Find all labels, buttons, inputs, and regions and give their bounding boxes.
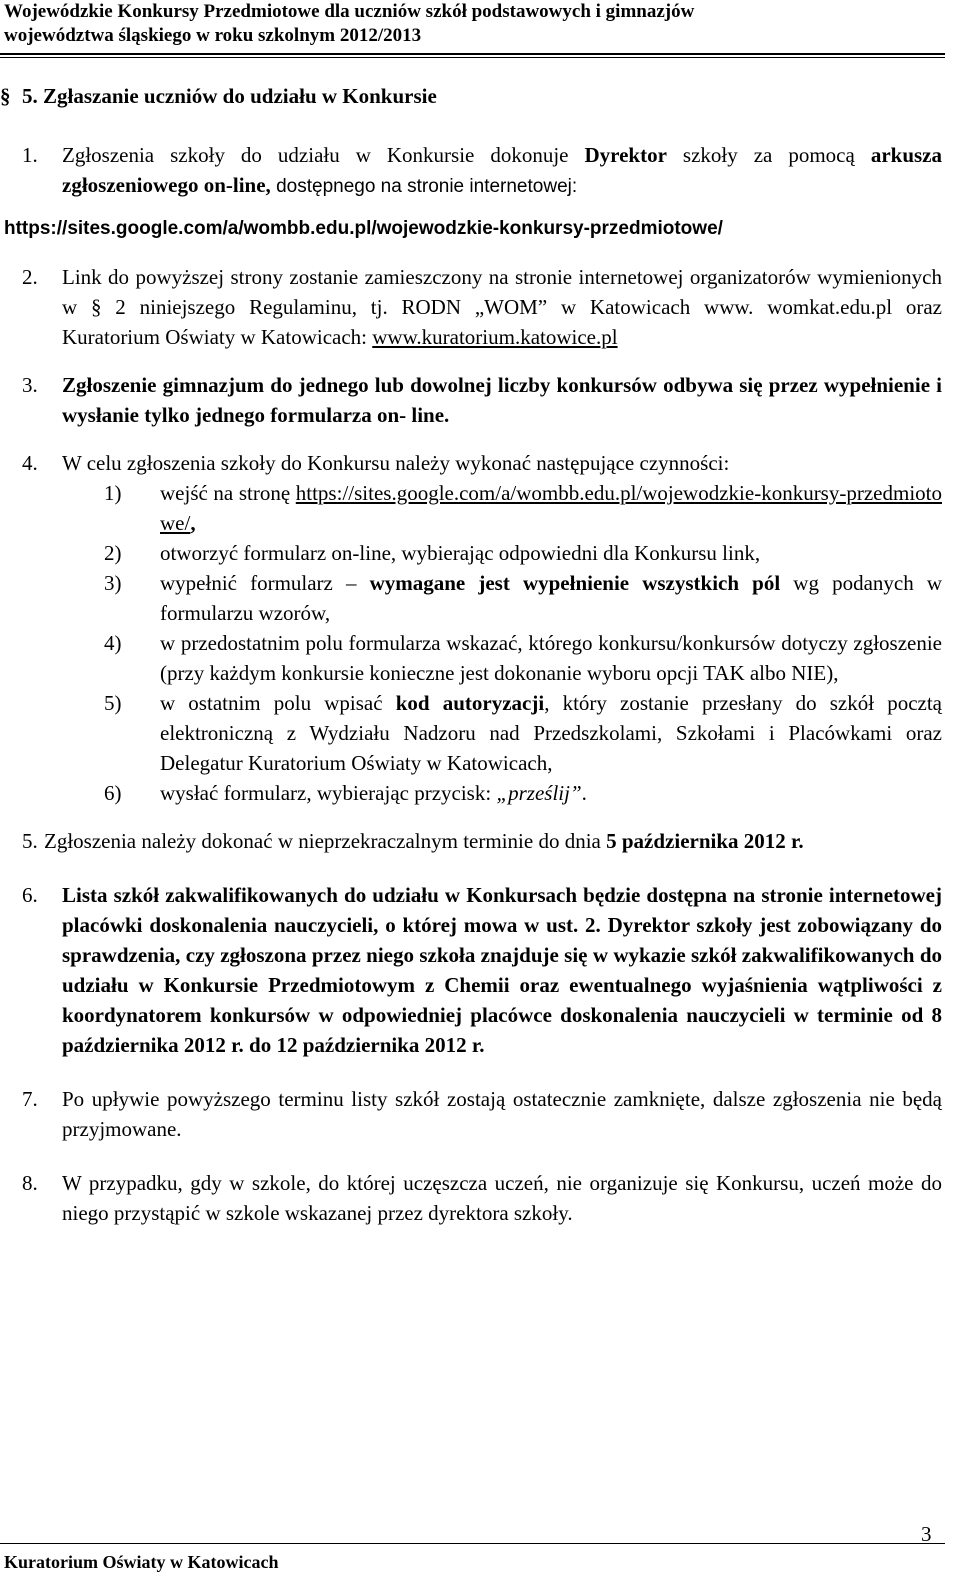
- list-item: [0, 262, 942, 352]
- section-heading: [0, 84, 437, 109]
- list-item: [0, 826, 942, 856]
- item-text: Po upływie powyższego terminu listy szkół zostają ostatecznie zamknięte, dalsze zgłoszenia nie będą przyjmowane.: [62, 1087, 942, 1141]
- item-number: 2.: [22, 265, 38, 289]
- sub-item-number: 4): [104, 631, 122, 655]
- footer-text: Kuratorium Oświaty w Katowicach: [4, 1552, 279, 1572]
- list-item: [0, 880, 942, 1060]
- sub-item: [0, 628, 942, 688]
- item-text: Zgłoszenia szkoły do udziału w Konkursie dokonuje: [62, 143, 585, 167]
- sub-item: [0, 568, 942, 628]
- list-item: [0, 370, 942, 430]
- sub-item-text: wg podanych w formularzu wzorów,: [160, 571, 942, 625]
- item-text: Zgłoszenia należy dokonać w nieprzekraczalnym terminie do dnia: [44, 829, 607, 853]
- sub-item-text: wypełnić formularz –: [160, 571, 370, 595]
- footer-rule: [0, 1543, 945, 1544]
- bold-text: Dyrektor: [584, 143, 667, 167]
- header-line-1: Wojewódzkie Konkursy Przedmiotowe dla uczniów szkół podstawowych i gimnazjów: [4, 1, 695, 22]
- item-number: 7.: [22, 1087, 38, 1111]
- registration-url[interactable]: https://sites.google.com/a/wombb.edu.pl/wojewodzkie-konkursy-przedmiotowe/: [4, 218, 723, 239]
- page-header: [4, 0, 944, 48]
- sub-item-number: 5): [104, 691, 122, 715]
- list-item: [0, 1168, 942, 1228]
- sub-item: [0, 778, 942, 808]
- list-item: [0, 1084, 942, 1144]
- header-rule-thin: [0, 57, 945, 58]
- item-text: dostępnego na stronie internetowej:: [270, 176, 578, 197]
- page-number: 3: [921, 1522, 932, 1546]
- sub-item: [0, 688, 942, 778]
- header-line-2: województwa śląskiego w roku szkolnym 2012/2013: [4, 25, 422, 46]
- item-number: 1.: [22, 143, 38, 167]
- italic-text: „prześlij”: [496, 781, 582, 805]
- bold-text: wymagane jest wypełnienie wszystkich pól: [369, 571, 781, 595]
- sub-item-text: otworzyć formularz on-line, wybierając odpowiedni dla Konkursu link,: [160, 541, 761, 565]
- item-number: 5.: [22, 829, 38, 853]
- item-text: W celu zgłoszenia szkoły do Konkursu należy wykonać następujące czynności:: [62, 451, 730, 475]
- section-title: 5. Zgłaszanie uczniów do udziału w Konkursie: [22, 84, 437, 108]
- sub-item-text: wysłać formularz, wybierając przycisk:: [160, 781, 497, 805]
- item-text: Link do powyższej strony zostanie zamieszczony na stronie internetowej organizatorów wymienionych w § 2 niniejszego Regulaminu, tj. RODN „WOM” w Katowicach www. womkat.edu.pl oraz Kuratorium Oświaty w Katowicach:: [62, 265, 942, 349]
- sub-item: [0, 478, 942, 538]
- sub-item-text: .: [581, 781, 587, 805]
- list-item: [0, 448, 942, 478]
- registration-link[interactable]: https://sites.google.com/a/wombb.edu.pl/wojewodzkie-konkursy-przedmiotowe/: [160, 481, 942, 535]
- bold-text: kod autoryzacji: [395, 691, 545, 715]
- item-number: 4.: [22, 451, 38, 475]
- list-item: [0, 140, 942, 202]
- sub-item: [0, 538, 942, 568]
- section-symbol: §: [0, 84, 11, 108]
- document-body: [0, 140, 942, 1228]
- bold-text: Lista szkół zakwalifikowanych do udziału w Konkursach będzie dostępna na stronie internetowej placówki doskonalenia nauczycieli, o której mowa w ust. 2. Dyrektor szkoły jest zobowiązany do sprawdzenia, czy zgłoszona przez niego szkoła znajduje się w wykazie szkół zakwalifikowanych do udziału w Konkursie Przedmiotowym z Chemii oraz ewentualnego wyjaśnienia wątpliwości z koordynatorem konkursów w odpowiedniej placówce doskonalenia nauczycieli w terminie od 8 października 2012 r. do 12 października 2012 r.: [62, 883, 942, 1057]
- bold-text: Zgłoszenie gimnazjum do jednego lub dowolnej liczby konkursów odbywa się przez wypełnienie i wysłanie tylko jednego formularza on- line.: [62, 373, 942, 427]
- header-rule: [0, 53, 945, 55]
- sub-item-number: 3): [104, 571, 122, 595]
- item-number: 8.: [22, 1171, 38, 1195]
- sub-item-number: 2): [104, 541, 122, 565]
- bold-text: 5 października 2012 r.: [606, 829, 804, 853]
- sub-item-number: 6): [104, 781, 122, 805]
- sub-item-text: w ostatnim polu wpisać: [160, 691, 396, 715]
- kuratorium-link[interactable]: www.kuratorium.katowice.pl: [372, 325, 618, 349]
- item-number: 3.: [22, 373, 38, 397]
- sub-item-text: wejść na stronę: [160, 481, 296, 505]
- sub-item-text: , który zostanie przesłany do szkół pocztą elektroniczną z Wydziału Nadzoru nad Przedszkolami, Szkołami i Placówkami oraz Delegatur Kuratorium Oświaty w Katowicach,: [160, 691, 942, 775]
- item-text: szkoły za pomocą: [666, 143, 871, 167]
- sub-item-number: 1): [104, 481, 122, 505]
- item-number: 6.: [22, 883, 38, 907]
- sub-item-text: w przedostatnim polu formularza wskazać, którego konkursu/konkursów dotyczy zgłoszenie (przy każdym konkursie konieczne jest dokonanie wyboru opcji TAK albo NIE),: [160, 631, 942, 685]
- item-text: W przypadku, gdy w szkole, do której uczęszcza uczeń, nie organizuje się Konkursu, uczeń może do niego przystąpić w szkole wskazanej przez dyrektora szkoły.: [62, 1171, 942, 1225]
- bold-text: ,: [190, 511, 196, 535]
- bold-text: arkusza zgłoszeniowego on-line,: [62, 143, 943, 197]
